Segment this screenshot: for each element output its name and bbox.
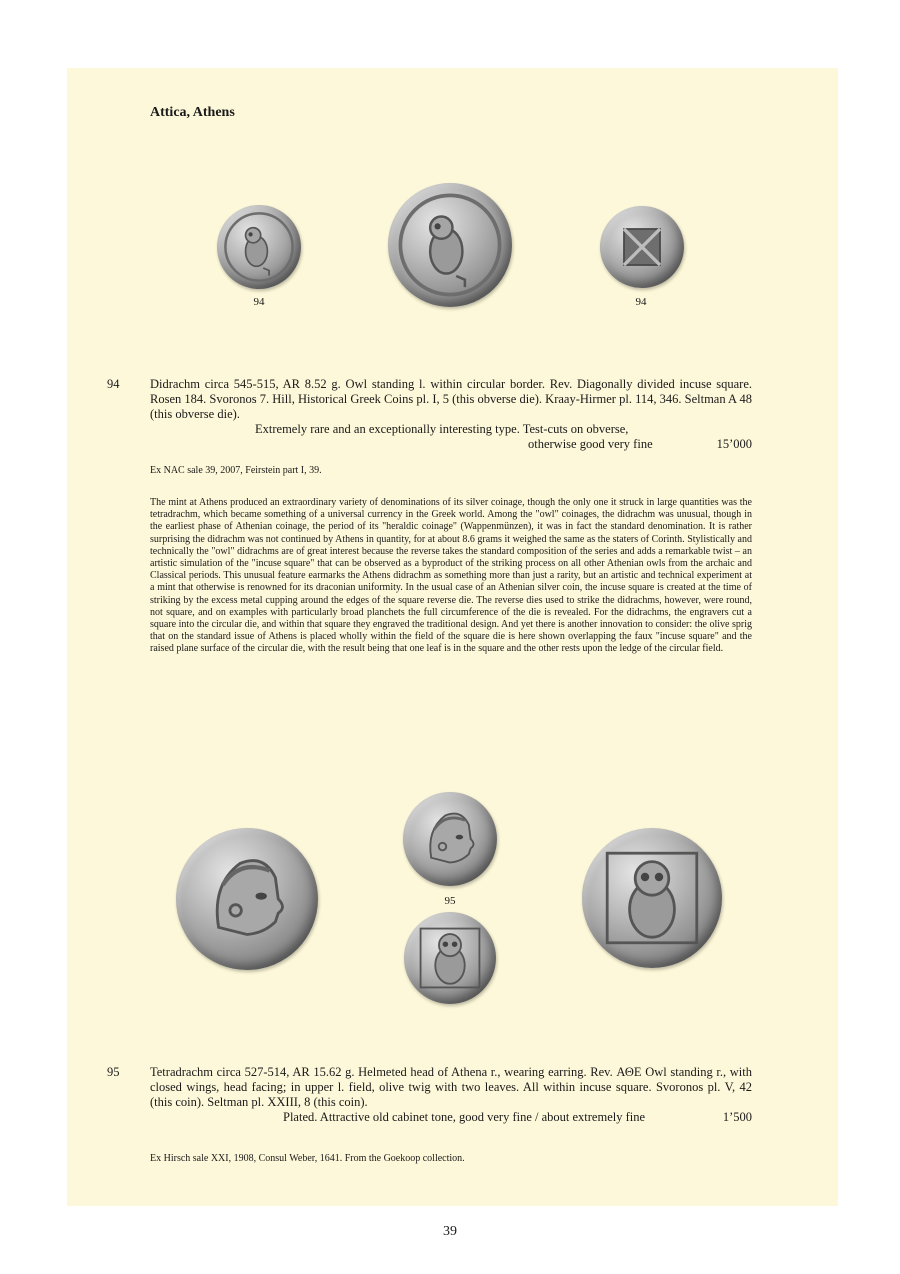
coin-94-obverse-small <box>217 205 301 289</box>
coin-95-reverse-small <box>404 912 496 1004</box>
lot-description-94: Didrachm circa 545-515, AR 8.52 g. Owl standing l. within circular border. Rev. Diagonally divided incuse square. Rosen 184. Svoronos 7. Hill, Historical Greek Coins pl. I, 5 (this obverse die). Kraay-Hirmer pl. 114, 346. Seltman A 48 (this obverse die). <box>150 377 752 421</box>
lot-description-95: Tetradrachm circa 527-514, AR 15.62 g. Helmeted head of Athena r., wearing earring. Rev. ΑΘΕ Owl standing r., with closed wings, head facing; in upper l. field, olive twig with two leaves. All within incuse square. Svoronos pl. V, 42 (this coin). Seltman pl. XXIII, 8 (this coin). <box>150 1065 752 1109</box>
lot-provenance-95: Ex Hirsch sale XXI, 1908, Consul Weber, 1641. From the Goekoop collection. <box>150 1153 465 1164</box>
owl-left-icon <box>217 205 301 289</box>
owl-left-icon <box>388 183 512 307</box>
lot-condition-94: Extremely rare and an exceptionally interesting type. Test-cuts on obverse, <box>255 422 629 436</box>
coin-95-label: 95 <box>444 895 456 907</box>
lot-condition-94-cont: otherwise good very fine <box>528 437 653 451</box>
page-number: 39 <box>443 1224 457 1239</box>
coin-94-obverse-large <box>388 183 512 307</box>
lot-condition-95: Plated. Attractive old cabinet tone, good very fine / about extremely fine <box>283 1110 646 1124</box>
lot-number-94: 94 <box>107 377 120 391</box>
section-title: Attica, Athens <box>150 105 235 120</box>
lot-commentary-94: The mint at Athens produced an extraordinary variety of denominations of its silver coinage, though the only one it struck in large quantities was the tetradrachm, which became something of a universal currency in the Greek world. Among the "owl" coinages, the didrachm was unusual, though in the earliest phase of Athenian coinage, the period of its "heraldic coinage" (Wappenmünzen), it was in fact the standard denomination. It is rather surprising the didrachm was not continued by Athens in quantity, for at about 8.6 grams it weighed the same as the staters of Corinth. Stylistically and technically the "owl" didrachms are of great interest because the reverse takes the standard composition of the series and adds a remarkable twist – an artistic simulation of the "incuse square" that can be observed as a byproduct of the striking process on all other Athenian owls from the archaic and Classical periods. This unusual feature earmarks the Athens didrachm as something more than just a rarity, but an artistic and technical experiment at a mint that otherwise is renowned for its draconian uniformity. In the usual case of an Athenian silver coin, the incuse square is created at the time of striking by the excess metal cupping around the edges of the square reverse die. The reverse dies used to strike the didrachms, however, were round, not square, and on examples with particularly broad planchets the full circumference of the die is revealed. For the didrachms, the engravers cut a square into the circular die, and within that square they engraved the traditional design. And yet there is another innovation to consider: the olive sprig that on the standard issue of Athens is placed wholly within the field of the square die is here shown overlapping the faux "incuse square" and the raised plane surface of the circular die, with the result being that one leaf is in the square and the other rests upon the ledge of the circular field. <box>150 497 752 655</box>
coin-95-obverse-large <box>176 828 318 970</box>
coin-94-label-left: 94 <box>253 296 265 308</box>
incuse-square-icon <box>600 206 684 288</box>
owl-facing-icon <box>404 912 496 1004</box>
athena-head-icon <box>403 792 497 886</box>
coin-94-label-right: 94 <box>635 296 647 308</box>
athena-head-icon <box>176 828 318 970</box>
lot-price-94: 15’000 <box>716 437 752 451</box>
lot-provenance-94: Ex NAC sale 39, 2007, Feirstein part I, 39. <box>150 465 322 476</box>
owl-facing-icon <box>582 828 722 968</box>
lot-price-95: 1’500 <box>722 1110 752 1124</box>
coin-95-reverse-large <box>582 828 722 968</box>
coin-95-obverse-small <box>403 792 497 886</box>
coin-94-reverse <box>600 206 684 288</box>
lot-number-95: 95 <box>107 1065 120 1079</box>
